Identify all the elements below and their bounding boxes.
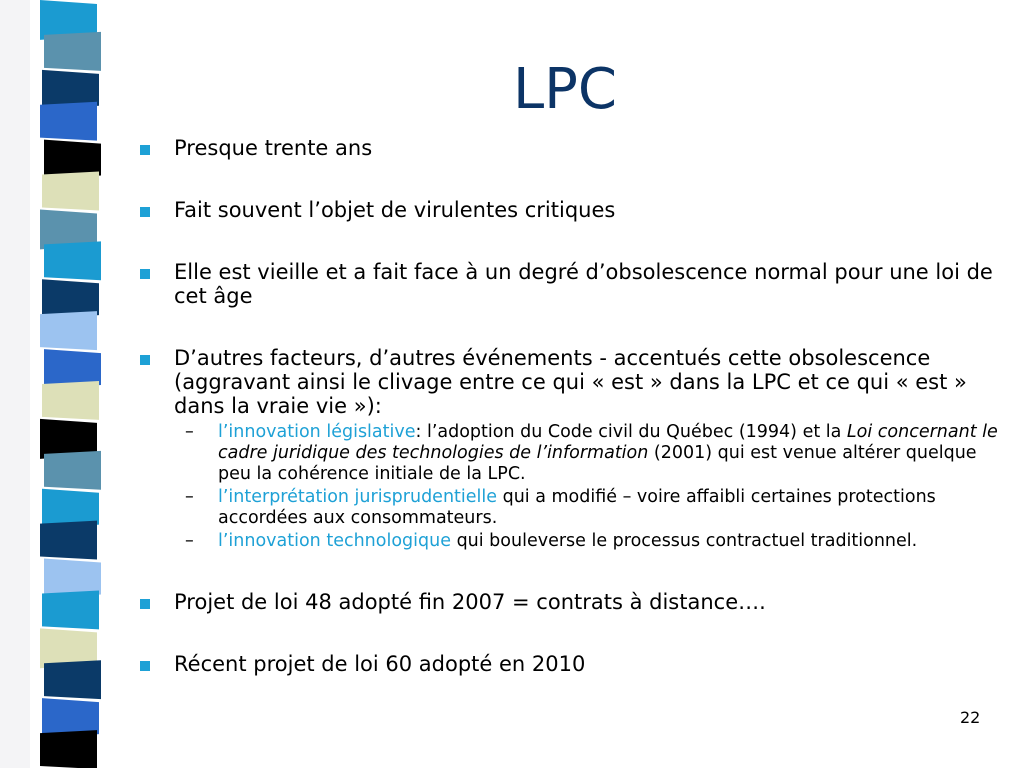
stripe-segment xyxy=(40,521,97,560)
stripe-segment xyxy=(40,311,97,350)
sub-bullet-list xyxy=(138,422,998,552)
page-number: 22 xyxy=(960,708,981,727)
law-title: Loi concernant le cadre juridique des technologies de l’information xyxy=(218,422,998,463)
dash-bullet-icon: – xyxy=(185,531,194,551)
dash-bullet-icon: – xyxy=(185,487,194,507)
bullet-text: Fait souvent l’objet de virulentes critiques xyxy=(174,198,616,222)
highlight-text: l’innovation technologique xyxy=(218,531,451,551)
bullet-text: D’autres facteurs, d’autres événements - accentués cette obsolescence (aggravant ainsi le clivage entre ce qui « est » dans la LPC et ce qui « est » dans la vraie vie »): xyxy=(174,346,967,418)
square-bullet-icon xyxy=(140,207,150,217)
sub-bullet-item xyxy=(138,422,998,485)
dash-bullet-icon: – xyxy=(185,422,194,442)
square-bullet-icon xyxy=(140,661,150,671)
bullet-text: Elle est vieille et a fait face à un degré d’obsolescence normal pour une loi de cet âge xyxy=(174,260,993,308)
bullet-text: Presque trente ans xyxy=(174,136,373,160)
highlight-text: l’interprétation jurisprudentielle xyxy=(218,487,498,507)
stripe-segment xyxy=(42,590,99,629)
bullet-item xyxy=(138,652,998,676)
highlight-text: l’innovation législative xyxy=(218,422,416,442)
bullet-text: Récent projet de loi 60 adopté en 2010 xyxy=(174,652,586,676)
sub-bullet-text: qui bouleverse le processus contractuel traditionnel. xyxy=(451,531,918,551)
stripe-segment xyxy=(44,451,101,490)
stripe-segment xyxy=(42,172,99,211)
square-bullet-icon xyxy=(140,269,150,279)
bullet-item xyxy=(138,590,998,614)
bullet-item xyxy=(138,136,998,160)
stripe-segment xyxy=(44,241,101,280)
square-bullet-icon xyxy=(140,145,150,155)
square-bullet-icon xyxy=(140,355,150,365)
bullet-list xyxy=(138,136,998,676)
bullet-item xyxy=(138,198,998,222)
sub-bullet-text: (2001) qui est venue altérer quelque peu la cohérence initiale de la LPC. xyxy=(218,443,977,484)
slide-title: LPC xyxy=(512,57,618,122)
sub-bullet-text: qui a modifié – voire affaibli certaines protections accordées aux consommateurs. xyxy=(218,487,936,528)
stripe-segment xyxy=(40,730,97,768)
bullet-text: Projet de loi 48 adopté fin 2007 = contrats à distance…. xyxy=(174,590,766,614)
stripe-segment xyxy=(42,381,99,420)
sub-bullet-item xyxy=(138,531,998,552)
square-bullet-icon xyxy=(140,599,150,609)
sub-bullet-item xyxy=(138,487,998,529)
bullet-item xyxy=(138,346,998,418)
sub-bullet-text: : l’adoption du Code civil du Québec (1994) et la xyxy=(415,422,847,442)
bullet-item xyxy=(138,260,998,308)
stripe-segment xyxy=(44,660,101,699)
